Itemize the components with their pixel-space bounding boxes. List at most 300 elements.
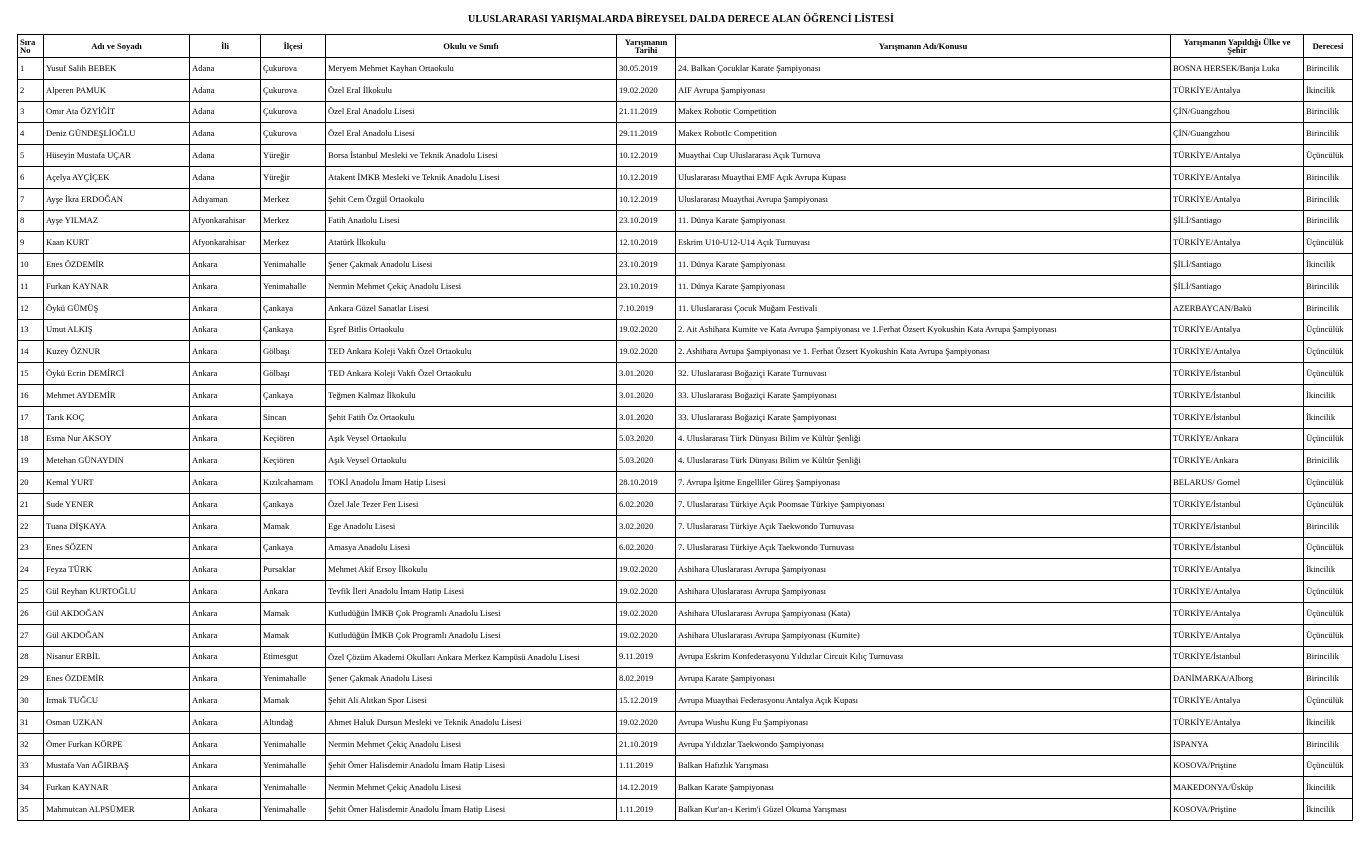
cell-sira-no: 8 (18, 210, 44, 232)
table-body (18, 58, 1353, 821)
cell-sira-no: 11 (18, 275, 44, 297)
table-row (18, 319, 1353, 341)
cell-ili: Ankara (190, 363, 261, 385)
cell-ili: Ankara (190, 384, 261, 406)
cell-derecesi: İkincilik (1304, 254, 1353, 276)
cell-ili: Ankara (190, 254, 261, 276)
table-row (18, 515, 1353, 537)
cell-ilcesi: Çankaya (261, 319, 326, 341)
cell-derecesi: Üçüncülük (1304, 363, 1353, 385)
cell-yarisma-adi: Ashihara Uluslararası Avrupa Şampiyonası (676, 559, 1171, 581)
cell-ili: Ankara (190, 341, 261, 363)
cell-ilcesi: Etimesgut (261, 646, 326, 668)
cell-okulu-sinifi: Özel Eral Anadolu Lisesi (326, 123, 617, 145)
cell-tarih: 10.12.2019 (617, 145, 676, 167)
cell-yarisma-adi: Avrupa Wushu Kung Fu Şampiyonası (676, 711, 1171, 733)
cell-ilcesi: Mamak (261, 690, 326, 712)
cell-sira-no: 26 (18, 602, 44, 624)
cell-sira-no: 20 (18, 472, 44, 494)
cell-ulke-sehir: TÜRKİYE/Antalya (1171, 690, 1304, 712)
cell-tarih: 1.11.2019 (617, 799, 676, 821)
cell-derecesi: Üçüncülük (1304, 624, 1353, 646)
table-header-row (18, 35, 1353, 58)
cell-yarisma-adi: 33. Uluslararası Boğaziçi Karate Şampiyonası (676, 384, 1171, 406)
cell-ilcesi: Yenimahalle (261, 733, 326, 755)
cell-sira-no: 6 (18, 166, 44, 188)
cell-tarih: 29.11.2019 (617, 123, 676, 145)
cell-ilcesi: Sincan (261, 406, 326, 428)
cell-ili: Ankara (190, 668, 261, 690)
cell-tarih: 21.11.2019 (617, 101, 676, 123)
cell-adi-soyadi: Irmak TUĞCU (44, 690, 190, 712)
cell-ili: Ankara (190, 319, 261, 341)
table-row (18, 363, 1353, 385)
cell-adi-soyadi: Mustafa Van AĞIRBAŞ (44, 755, 190, 777)
cell-tarih: 3.01.2020 (617, 406, 676, 428)
cell-ulke-sehir: TÜRKİYE/Antalya (1171, 341, 1304, 363)
cell-tarih: 5.03.2020 (617, 428, 676, 450)
cell-tarih: 3.01.2020 (617, 384, 676, 406)
cell-derecesi: Üçüncülük (1304, 690, 1353, 712)
cell-ulke-sehir: TÜRKİYE/Ankara (1171, 428, 1304, 450)
cell-adi-soyadi: Umut ALKIŞ (44, 319, 190, 341)
cell-yarisma-adi: 33. Uluslararası Boğaziçi Karate Şampiyonası (676, 406, 1171, 428)
cell-ili: Ankara (190, 537, 261, 559)
cell-ilcesi: Merkez (261, 232, 326, 254)
cell-ilcesi: Altındağ (261, 711, 326, 733)
cell-tarih: 7.10.2019 (617, 297, 676, 319)
cell-ili: Afyonkarahisar (190, 232, 261, 254)
cell-ilcesi: Gölbaşı (261, 363, 326, 385)
cell-okulu-sinifi: TED Ankara Koleji Vakfı Özel Ortaokulu (326, 363, 617, 385)
table-row (18, 602, 1353, 624)
cell-ulke-sehir: ŞİLİ/Santiago (1171, 275, 1304, 297)
cell-derecesi: Birincilik (1304, 275, 1353, 297)
cell-ulke-sehir: TÜRKİYE/Antalya (1171, 145, 1304, 167)
cell-derecesi: İkincilik (1304, 799, 1353, 821)
cell-ili: Ankara (190, 472, 261, 494)
cell-tarih: 19.02.2020 (617, 602, 676, 624)
cell-ulke-sehir: DANİMARKA/Alborg (1171, 668, 1304, 690)
cell-sira-no: 17 (18, 406, 44, 428)
cell-yarisma-adi: AIF Avrupa Şampiyonası (676, 79, 1171, 101)
cell-okulu-sinifi: Aşık Veysel Ortaokulu (326, 450, 617, 472)
cell-ilcesi: Çukurova (261, 79, 326, 101)
cell-ulke-sehir: KOSOVA/Priştine (1171, 799, 1304, 821)
cell-tarih: 19.02.2020 (617, 624, 676, 646)
table-row (18, 799, 1353, 821)
cell-ili: Ankara (190, 624, 261, 646)
cell-okulu-sinifi: TED Ankara Koleji Vakfı Özel Ortaokulu (326, 341, 617, 363)
cell-ulke-sehir: TÜRKİYE/Antalya (1171, 166, 1304, 188)
cell-ulke-sehir: TÜRKİYE/İstanbul (1171, 537, 1304, 559)
cell-adi-soyadi: Tarık KOÇ (44, 406, 190, 428)
cell-okulu-sinifi: Özel Eral İlkokulu (326, 79, 617, 101)
cell-ilcesi: Kızılcahamam (261, 472, 326, 494)
cell-okulu-sinifi: Meryem Mehmet Kayhan Ortaokulu (326, 58, 617, 80)
cell-derecesi: Birincilik (1304, 646, 1353, 668)
cell-ulke-sehir: TÜRKİYE/Antalya (1171, 232, 1304, 254)
cell-yarisma-adi: Balkan Hafızlık Yarışması (676, 755, 1171, 777)
cell-okulu-sinifi: Özel Çözüm Akademi Okulları Ankara Merkez Kampüsü Anadolu Lisesi (326, 646, 617, 668)
cell-ili: Ankara (190, 711, 261, 733)
cell-yarisma-adi: 7. Avrupa İşitme Engelliler Güreş Şampiyonası (676, 472, 1171, 494)
cell-adi-soyadi: Alperen PAMUK (44, 79, 190, 101)
cell-okulu-sinifi: Şehit Ömer Halisdemir Anadolu İmam Hatip Lisesi (326, 799, 617, 821)
table-row (18, 232, 1353, 254)
cell-ulke-sehir: ÇİN/Guangzhou (1171, 123, 1304, 145)
cell-yarisma-adi: Uluslararası Muaythai EMF Açık Avrupa Kupası (676, 166, 1171, 188)
cell-okulu-sinifi: Borsa İstanbul Mesleki ve Teknik Anadolu Lisesi (326, 145, 617, 167)
cell-ili: Adıyaman (190, 188, 261, 210)
cell-ulke-sehir: AZERBAYCAN/Bakü (1171, 297, 1304, 319)
cell-adi-soyadi: Sude YENER (44, 493, 190, 515)
cell-ili: Ankara (190, 450, 261, 472)
cell-tarih: 19.02.2020 (617, 559, 676, 581)
table-row (18, 537, 1353, 559)
cell-ili: Ankara (190, 297, 261, 319)
cell-derecesi: Üçüncülük (1304, 341, 1353, 363)
cell-ulke-sehir: KOSOVA/Priştine (1171, 755, 1304, 777)
table-row (18, 428, 1353, 450)
cell-ulke-sehir: ÇİN/Guangzhou (1171, 101, 1304, 123)
cell-okulu-sinifi: Kutludüğün İMKB Çok Programlı Anadolu Lisesi (326, 624, 617, 646)
cell-sira-no: 13 (18, 319, 44, 341)
cell-ili: Adana (190, 79, 261, 101)
cell-yarisma-adi: 11. Dünya Karate Şampiyonası (676, 275, 1171, 297)
cell-ilcesi: Çankaya (261, 297, 326, 319)
cell-adi-soyadi: Mehmet AYDEMİR (44, 384, 190, 406)
table-row (18, 297, 1353, 319)
cell-tarih: 6.02.2020 (617, 493, 676, 515)
cell-tarih: 9.11.2019 (617, 646, 676, 668)
table-row (18, 450, 1353, 472)
cell-okulu-sinifi: Aşık Veysel Ortaokulu (326, 428, 617, 450)
cell-ilcesi: Pursaklar (261, 559, 326, 581)
cell-ulke-sehir: ŞİLİ/Santiago (1171, 254, 1304, 276)
cell-tarih: 12.10.2019 (617, 232, 676, 254)
table-row (18, 646, 1353, 668)
cell-derecesi: Birincilik (1304, 123, 1353, 145)
cell-yarisma-adi: 2. Ait Ashihara Kumite ve Kata Avrupa Şampiyonası ve 1.Ferhat Özsert Kyokushin Kata Avrupa Şampiyonası (676, 319, 1171, 341)
table-row (18, 188, 1353, 210)
cell-okulu-sinifi: Şener Çakmak Anadolu Lisesi (326, 668, 617, 690)
table-row (18, 581, 1353, 603)
table-row (18, 690, 1353, 712)
cell-yarisma-adi: Avrupa Karate Şampiyonası (676, 668, 1171, 690)
cell-sira-no: 10 (18, 254, 44, 276)
cell-yarisma-adi: 7. Uluslararası Türkiye Açık Poomsae Türkiye Şampiyonası (676, 493, 1171, 515)
cell-ilcesi: Çukurova (261, 101, 326, 123)
table-row (18, 275, 1353, 297)
cell-ulke-sehir: TÜRKİYE/İstanbul (1171, 493, 1304, 515)
cell-tarih: 21.10.2019 (617, 733, 676, 755)
cell-tarih: 10.12.2019 (617, 188, 676, 210)
cell-okulu-sinifi: Nermin Mehmet Çekiç Anadolu Lisesi (326, 733, 617, 755)
cell-adi-soyadi: Enes ÖZDEMİR (44, 254, 190, 276)
cell-ilcesi: Merkez (261, 210, 326, 232)
cell-tarih: 23.10.2019 (617, 275, 676, 297)
cell-okulu-sinifi: Şehit Ali Alıtkan Spor Lisesi (326, 690, 617, 712)
cell-ulke-sehir: TÜRKİYE/Antalya (1171, 624, 1304, 646)
cell-derecesi: Üçüncülük (1304, 755, 1353, 777)
cell-tarih: 19.02.2020 (617, 79, 676, 101)
cell-yarisma-adi: Makex RobotIc Competition (676, 123, 1171, 145)
table-row (18, 58, 1353, 80)
cell-tarih: 3.02.2020 (617, 515, 676, 537)
cell-sira-no: 33 (18, 755, 44, 777)
cell-ilcesi: Çukurova (261, 123, 326, 145)
cell-derecesi: İkincilik (1304, 384, 1353, 406)
header-yarisma-adi: Yarışmanın Adı/Konusu (676, 35, 1171, 58)
cell-sira-no: 34 (18, 777, 44, 799)
cell-derecesi: İkincilik (1304, 711, 1353, 733)
cell-derecesi: İkincilik (1304, 79, 1353, 101)
cell-adi-soyadi: Ayşe YILMAZ (44, 210, 190, 232)
cell-ilcesi: Yenimahalle (261, 755, 326, 777)
cell-ulke-sehir: TÜRKİYE/İstanbul (1171, 384, 1304, 406)
student-table (17, 34, 1353, 821)
cell-okulu-sinifi: Teğmen Kalmaz İlkokulu (326, 384, 617, 406)
cell-adi-soyadi: Kemal YURT (44, 472, 190, 494)
table-row (18, 559, 1353, 581)
cell-adi-soyadi: Öykü GÜMÜŞ (44, 297, 190, 319)
cell-ilcesi: Yenimahalle (261, 799, 326, 821)
cell-ulke-sehir: BOSNA HERSEK/Banja Luka (1171, 58, 1304, 80)
cell-adi-soyadi: Enes SÖZEN (44, 537, 190, 559)
table-row (18, 341, 1353, 363)
cell-sira-no: 28 (18, 646, 44, 668)
cell-ili: Adana (190, 101, 261, 123)
cell-ili: Adana (190, 58, 261, 80)
header-ili: İli (190, 35, 261, 58)
cell-ilcesi: Yüreğir (261, 145, 326, 167)
table-row (18, 79, 1353, 101)
cell-tarih: 3.01.2020 (617, 363, 676, 385)
cell-derecesi: Üçüncülük (1304, 232, 1353, 254)
cell-adi-soyadi: Ömer Furkan KÖRPE (44, 733, 190, 755)
cell-okulu-sinifi: Nermin Mehmet Çekiç Anadolu Lisesi (326, 777, 617, 799)
cell-okulu-sinifi: Atatürk İlkokulu (326, 232, 617, 254)
cell-derecesi: Üçüncülük (1304, 472, 1353, 494)
header-adi-soyadi: Adı ve Soyadı (44, 35, 190, 58)
cell-derecesi: Birincilik (1304, 210, 1353, 232)
table-row (18, 472, 1353, 494)
cell-ili: Ankara (190, 690, 261, 712)
cell-okulu-sinifi: Ahmet Haluk Dursun Mesleki ve Teknik Anadolu Lisesi (326, 711, 617, 733)
cell-ili: Adana (190, 145, 261, 167)
cell-sira-no: 12 (18, 297, 44, 319)
cell-yarisma-adi: 4. Uluslararası Türk Dünyası Bilim ve Kültür Şenliği (676, 450, 1171, 472)
cell-ulke-sehir: TÜRKİYE/İstanbul (1171, 646, 1304, 668)
cell-adi-soyadi: Hüseyin Mustafa UÇAR (44, 145, 190, 167)
cell-yarisma-adi: Avrupa Muaythai Federasyonu Antalya Açık Kupası (676, 690, 1171, 712)
cell-yarisma-adi: Muaythai Cup Uluslararası Açık Turnuva (676, 145, 1171, 167)
cell-yarisma-adi: Eskrim U10-U12-U14 Açık Turnuvası (676, 232, 1171, 254)
cell-derecesi: Brinicilik (1304, 450, 1353, 472)
cell-ulke-sehir: TÜRKİYE/Antalya (1171, 711, 1304, 733)
cell-ulke-sehir: TÜRKİYE/İstanbul (1171, 363, 1304, 385)
cell-ilcesi: Çankaya (261, 384, 326, 406)
cell-sira-no: 23 (18, 537, 44, 559)
cell-ili: Ankara (190, 428, 261, 450)
cell-ulke-sehir: TÜRKİYE/Ankara (1171, 450, 1304, 472)
cell-yarisma-adi: 11. Dünya Karate Şampiyonası (676, 210, 1171, 232)
cell-derecesi: Birincilik (1304, 733, 1353, 755)
cell-yarisma-adi: Makex Robotic Competition (676, 101, 1171, 123)
cell-yarisma-adi: 32. Uluslararası Boğaziçi Karate Turnuvası (676, 363, 1171, 385)
cell-okulu-sinifi: Eşref Bitlis Ortaokulu (326, 319, 617, 341)
cell-sira-no: 4 (18, 123, 44, 145)
cell-ili: Ankara (190, 777, 261, 799)
header-ulke-sehir: Yarışmanın Yapıldığı Ülke ve Şehir (1171, 35, 1304, 58)
cell-ili: Ankara (190, 755, 261, 777)
header-ilcesi: İlçesi (261, 35, 326, 58)
cell-adi-soyadi: Furkan KAYNAR (44, 777, 190, 799)
cell-ilcesi: Keçiören (261, 450, 326, 472)
cell-ilcesi: Keçiören (261, 428, 326, 450)
cell-sira-no: 25 (18, 581, 44, 603)
cell-sira-no: 2 (18, 79, 44, 101)
cell-ili: Ankara (190, 733, 261, 755)
cell-adi-soyadi: Osman UZKAN (44, 711, 190, 733)
table-row (18, 733, 1353, 755)
cell-yarisma-adi: Ashihara Uluslararası Avrupa Şampiyonası (676, 581, 1171, 603)
cell-okulu-sinifi: Nermin Mehmet Çekiç Anadolu Lisesi (326, 275, 617, 297)
cell-adi-soyadi: Nisanur ERBİL (44, 646, 190, 668)
cell-tarih: 19.02.2020 (617, 711, 676, 733)
cell-derecesi: İkincilik (1304, 559, 1353, 581)
cell-adi-soyadi: Esma Nur AKSOY (44, 428, 190, 450)
cell-sira-no: 30 (18, 690, 44, 712)
cell-ulke-sehir: TÜRKİYE/İstanbul (1171, 406, 1304, 428)
cell-yarisma-adi: Balkan Kur'an-ı Kerim'i Güzel Okuma Yarışması (676, 799, 1171, 821)
cell-derecesi: İkincilik (1304, 406, 1353, 428)
cell-tarih: 19.02.2020 (617, 341, 676, 363)
table-row (18, 254, 1353, 276)
header-sira-no: Sıra No (18, 35, 44, 58)
cell-adi-soyadi: Kaan KURT (44, 232, 190, 254)
cell-okulu-sinifi: Kutludüğün İMKB Çok Programlı Anadolu Lisesi (326, 602, 617, 624)
header-tarih: Yarışmanın Tarihi (617, 35, 676, 58)
cell-derecesi: Üçüncülük (1304, 581, 1353, 603)
cell-sira-no: 32 (18, 733, 44, 755)
cell-sira-no: 27 (18, 624, 44, 646)
cell-adi-soyadi: Gül AKDOĞAN (44, 602, 190, 624)
cell-ilcesi: Çukurova (261, 58, 326, 80)
cell-ilcesi: Çankaya (261, 493, 326, 515)
cell-adi-soyadi: Enes ÖZDEMİR (44, 668, 190, 690)
page-title: ULUSLARARASI YARIŞMALARDA BİREYSEL DALDA DERECE ALAN ÖĞRENCİ LİSTESİ (468, 14, 894, 25)
cell-derecesi: Birincilik (1304, 58, 1353, 80)
cell-sira-no: 14 (18, 341, 44, 363)
cell-derecesi: Birincilik (1304, 188, 1353, 210)
cell-yarisma-adi: 7. Uluslararası Türkiye Açık Taekwondo Turnuvası (676, 537, 1171, 559)
cell-tarih: 8.02.2019 (617, 668, 676, 690)
cell-yarisma-adi: 11. Uluslararası Çocuk Muğam Festivali (676, 297, 1171, 319)
cell-sira-no: 9 (18, 232, 44, 254)
table-row (18, 101, 1353, 123)
cell-tarih: 6.02.2020 (617, 537, 676, 559)
cell-derecesi: Üçüncülük (1304, 319, 1353, 341)
cell-tarih: 19.02.2020 (617, 581, 676, 603)
cell-ulke-sehir: İSPANYA (1171, 733, 1304, 755)
table-row (18, 493, 1353, 515)
cell-okulu-sinifi: Ankara Güzel Sanatlar Lisesi (326, 297, 617, 319)
cell-tarih: 23.10.2019 (617, 210, 676, 232)
table-row (18, 624, 1353, 646)
cell-derecesi: Birincilik (1304, 297, 1353, 319)
cell-sira-no: 7 (18, 188, 44, 210)
cell-ulke-sehir: BELARUS/ Gomel (1171, 472, 1304, 494)
cell-yarisma-adi: Ashihara Uluslararası Avrupa Şampiyonası (Kata) (676, 602, 1171, 624)
cell-adi-soyadi: Mahmutcan ALPSÜMER (44, 799, 190, 821)
cell-ili: Ankara (190, 406, 261, 428)
cell-sira-no: 22 (18, 515, 44, 537)
cell-ilcesi: Mamak (261, 515, 326, 537)
cell-adi-soyadi: Kuzey ÖZNUR (44, 341, 190, 363)
table-row (18, 384, 1353, 406)
cell-derecesi: Birincilik (1304, 101, 1353, 123)
cell-derecesi: Üçüncülük (1304, 537, 1353, 559)
cell-ilcesi: Mamak (261, 602, 326, 624)
cell-yarisma-adi: Balkan Karate Şampiyonası (676, 777, 1171, 799)
cell-yarisma-adi: Avrupa Yıldızlar Taekwondo Şampiyonası (676, 733, 1171, 755)
cell-okulu-sinifi: Şener Çakmak Anadolu Lisesi (326, 254, 617, 276)
cell-ilcesi: Yüreğir (261, 166, 326, 188)
cell-ili: Ankara (190, 493, 261, 515)
cell-ulke-sehir: TÜRKİYE/İstanbul (1171, 515, 1304, 537)
cell-adi-soyadi: Yusuf Salih BEBEK (44, 58, 190, 80)
cell-tarih: 15.12.2019 (617, 690, 676, 712)
cell-sira-no: 15 (18, 363, 44, 385)
cell-ilcesi: Yenimahalle (261, 275, 326, 297)
cell-tarih: 23.10.2019 (617, 254, 676, 276)
cell-sira-no: 24 (18, 559, 44, 581)
cell-tarih: 30.05.2019 (617, 58, 676, 80)
cell-adi-soyadi: Deniz GÜNDEŞLİOĞLU (44, 123, 190, 145)
table-row (18, 210, 1353, 232)
cell-ulke-sehir: TÜRKİYE/Antalya (1171, 581, 1304, 603)
header-okulu-sinifi: Okulu ve Sınıfı (326, 35, 617, 58)
cell-ulke-sehir: TÜRKİYE/Antalya (1171, 559, 1304, 581)
cell-yarisma-adi: 2. Ashihara Avrupa Şampiyonası ve 1. Ferhat Özsert Kyokushin Kata Avrupa Şampiyonası (676, 341, 1171, 363)
cell-adi-soyadi: Furkan KAYNAR (44, 275, 190, 297)
cell-adi-soyadi: Omır Ata ÖZYİĞİT (44, 101, 190, 123)
cell-ulke-sehir: MAKEDONYA/Üsküp (1171, 777, 1304, 799)
cell-ilcesi: Yenimahalle (261, 254, 326, 276)
table-row (18, 755, 1353, 777)
cell-sira-no: 3 (18, 101, 44, 123)
cell-derecesi: Üçüncülük (1304, 145, 1353, 167)
cell-ili: Ankara (190, 275, 261, 297)
cell-ilcesi: Çankaya (261, 537, 326, 559)
cell-ulke-sehir: ŞİLİ/Santiago (1171, 210, 1304, 232)
cell-okulu-sinifi: TOKİ Anadolu İmam Hatip Lisesi (326, 472, 617, 494)
cell-sira-no: 35 (18, 799, 44, 821)
cell-ili: Adana (190, 166, 261, 188)
cell-derecesi: Üçüncülük (1304, 428, 1353, 450)
cell-sira-no: 21 (18, 493, 44, 515)
cell-okulu-sinifi: Özel Eral Anadolu Lisesi (326, 101, 617, 123)
cell-derecesi: Üçüncülük (1304, 493, 1353, 515)
cell-ulke-sehir: TÜRKİYE/Antalya (1171, 319, 1304, 341)
cell-sira-no: 1 (18, 58, 44, 80)
cell-ilcesi: Yenimahalle (261, 668, 326, 690)
cell-derecesi: Birincilik (1304, 668, 1353, 690)
cell-okulu-sinifi: Tevfik İleri Anadolu İmam Hatip Lisesi (326, 581, 617, 603)
cell-sira-no: 29 (18, 668, 44, 690)
